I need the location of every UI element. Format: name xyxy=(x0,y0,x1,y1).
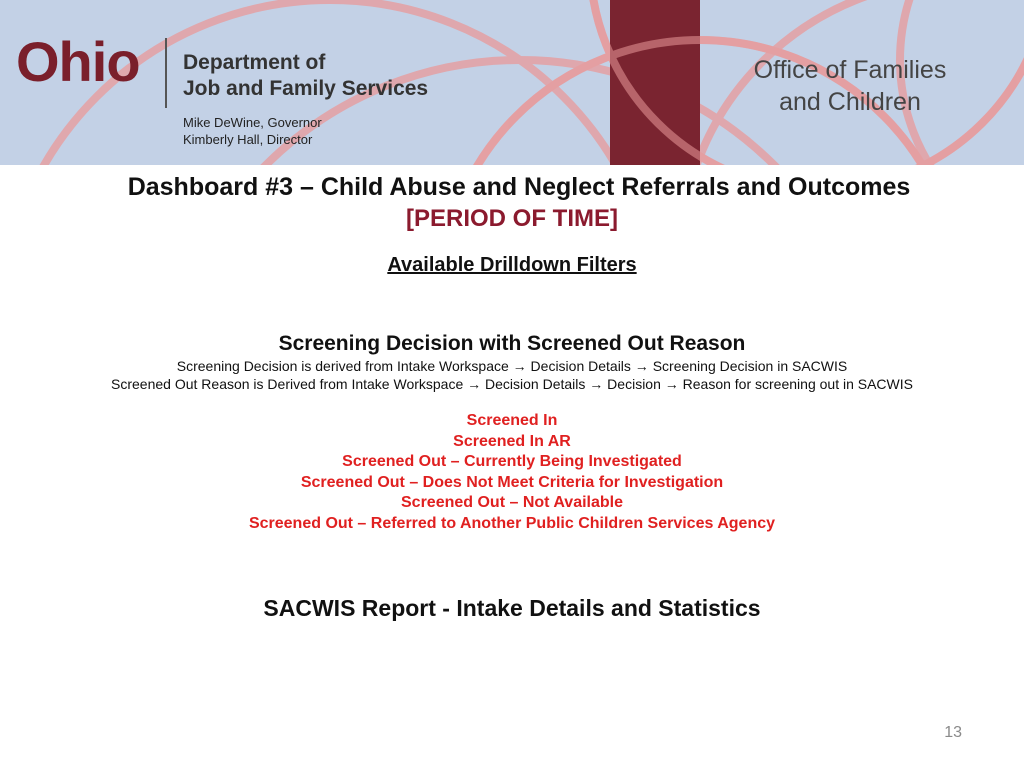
screening-options xyxy=(0,411,1024,534)
ohio-logo: Ohio xyxy=(16,30,140,93)
section-title: Screening Decision with Screened Out Reason xyxy=(278,332,746,355)
option-item: Screened Out – Does Not Meet Criteria for Investigation xyxy=(300,473,724,491)
filters-heading: Available Drilldown Filters xyxy=(387,254,637,276)
logo-divider xyxy=(165,38,167,108)
section-description xyxy=(0,357,1024,393)
title-line1: Dashboard #3 – Child Abuse and Neglect Referrals and Outcomes xyxy=(127,173,911,201)
office-line1: Office of Families xyxy=(753,56,947,84)
option-item: Screened Out – Currently Being Investigated xyxy=(342,453,682,470)
department-line1: Department of xyxy=(183,51,326,74)
description-screened-out: Screened Out Reason is Derived from Intake Workspace → Decision Details → Decision → Reason for screening out in SACWIS xyxy=(111,376,913,392)
report-title: SACWIS Report - Intake Details and Statistics xyxy=(263,595,761,621)
option-item: Screened In AR xyxy=(453,432,571,450)
page-number: 13 xyxy=(944,724,962,741)
option-item: Screened Out – Not Available xyxy=(401,494,623,511)
office-line2: and Children xyxy=(779,88,921,116)
option-item: Screened Out – Referred to Another Public Children Services Agency xyxy=(248,514,776,532)
department-name xyxy=(183,50,428,102)
page-title xyxy=(0,171,1024,235)
option-item: Screened In xyxy=(466,412,558,429)
description-screening: Screening Decision is derived from Intake Workspace → Decision Details → Screening Decision in SACWIS xyxy=(176,358,848,374)
governor-name: Mike DeWine, Governor xyxy=(183,115,322,130)
office-name xyxy=(705,54,995,118)
director-name: Kimberly Hall, Director xyxy=(183,132,313,147)
header-banner xyxy=(0,0,1024,165)
department-line2: Job and Family Services xyxy=(183,77,429,100)
officials xyxy=(183,114,322,148)
title-period: [PERIOD OF TIME] xyxy=(406,205,618,232)
